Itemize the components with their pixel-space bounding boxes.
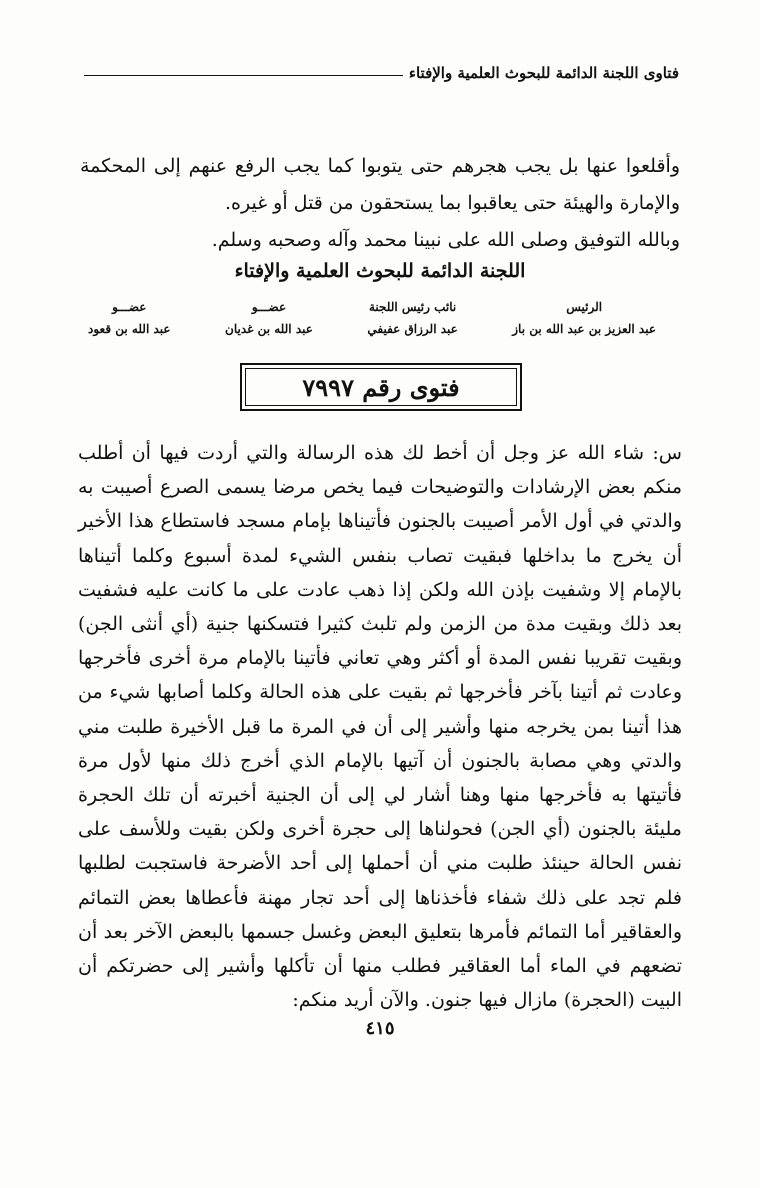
signatory-name: عبد الله بن غديان [225, 322, 313, 336]
page-number: ٤١٥ [365, 1018, 395, 1039]
signatory-member-2 [88, 296, 171, 340]
signatory-role: عضـــو [251, 300, 287, 314]
intro-closing: وبالله التوفيق وصلى الله على نبينا محمد وآله وصحبه وسلم. [211, 229, 680, 251]
committee-name: اللجنة الدائمة للبحوث العلمية والإفتاء [234, 260, 526, 282]
fatwa-number-box [240, 363, 522, 411]
question-paragraph: س: شاء الله عز وجل أن أخط لك هذه الرسالة والتي أردت فيها أن أطلب منكم بعض الإرشادات والتوضيحات فيما يخص مرضا يسمى الصرع أصيبت به والدتي في أول الأمر أصيبت بالجنون فأتيناها بإمام مسجد فاستطاع هذا الأخير أن يخرج ما بداخلها فبقيت تصاب بنفس الشيء لمدة أسبوع وكلما أتيناها بالإمام إلا وشفيت بإذن الله ولكن إذا ذهب عادت على ما كانت عليه فشفيت بعد ذلك وبقيت مدة من الزمن ولم تلبث كثيرا فتسكنها جنية (أي أنثى الجن) وبقيت تقريبا نفس المدة أو أكثر وهي تعاني فأتينا بالإمام مرة أخرى فأخرجها وعادت ثم أتينا بآخر فأخرجها ثم بقيت على هذه الحالة وكلما أصابها شيء من هذا أتينا بمن يخرجه منها وأشير إلى أن في المرة ما قبل الأخيرة طلبت مني والدتي وهي مصابة بالجنون أن آتيها بالإمام الذي أخرج ذلك منها لأول مرة فأتيتها به فأخرجها منها وهنا أشار لي إلى أن الجنية أخبرته أن تلك الحجرة مليئة بالجنون (أي الجن) فحولناها إلى حجرة أخرى ولكن بقيت وللأسف على نفس الحالة حينئذ طلبت مني أن أحملها إلى أحد الأضرحة فاستجبت لطلبها فلم تجد على ذلك شفاء فأخذناها إلى أحد تجار مهنة فأعطاها بعض التمائم والعقاقير أما التمائم فأمرها بتعليق البعض وغسل جسمها بالبعض الآخر بعد أن تضعهم في الماء أما العقاقير فطلب منها أن تأكلها وأشير إلى حضرتكم أن البيت (الحجرة) مازال فيها جنون. والآن أريد منكم: [78, 442, 682, 1012]
header-title: فتاوى اللجنة الدائمة للبحوث العلمية والإفتاء [408, 64, 679, 82]
intro-paragraph: وأقلعوا عنها بل يجب هجرهم حتى يتوبوا كما يجب الرفع عنهم إلى المحكمة والإمارة والهيئة حتى يعاقبوا بما يستحقون من قتل أو غيره. [80, 155, 680, 214]
fatwa-number-label: فتوى رقم ٧٩٩٧ [302, 372, 460, 402]
signatory-chairman [512, 296, 656, 340]
signatories [88, 296, 656, 340]
fatwa-box-inner-border [245, 368, 517, 406]
signatory-role: نائب رئيس اللجنة [368, 300, 457, 314]
signatory-member-1 [225, 296, 313, 340]
signatory-name: عبد العزيز بن عبد الله بن باز [512, 322, 656, 336]
signatory-name: عبد الله بن قعود [88, 322, 171, 336]
header-rule [84, 75, 403, 76]
intro-text [80, 148, 680, 259]
signatory-role: عضـــو [112, 300, 147, 314]
running-header [84, 64, 679, 82]
signatory-vice-chairman [367, 296, 457, 340]
signatory-role: الرئيس [566, 300, 603, 314]
question-text [78, 436, 682, 1017]
signatory-name: عبد الرزاق عفيفي [367, 322, 458, 336]
